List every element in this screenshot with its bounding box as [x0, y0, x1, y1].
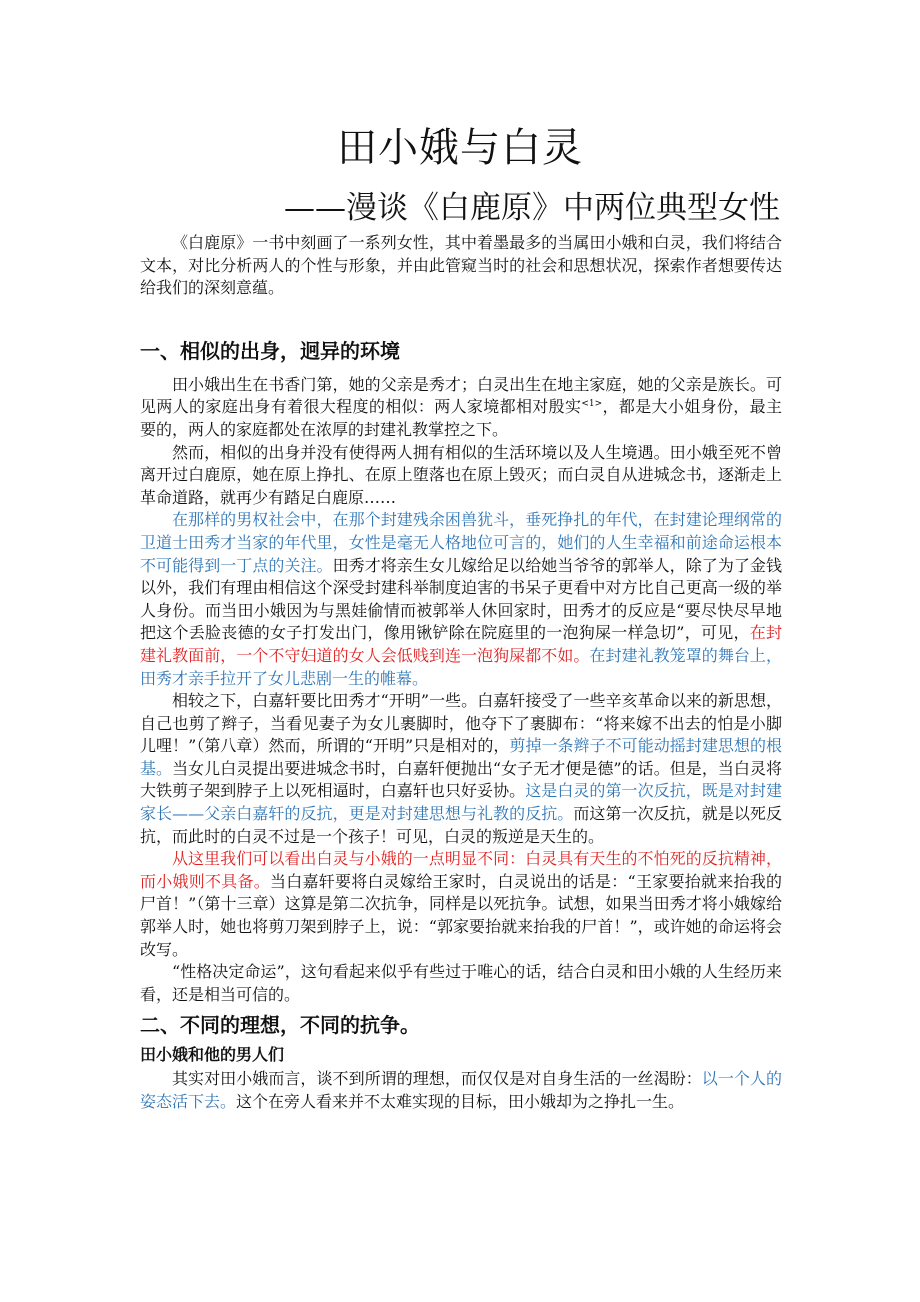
highlight-red: 从这里我们可以看出白灵与小娥的一点明显不同：白灵具有天生的不怕死的反抗精神，而小娥则不具备。 [140, 849, 782, 891]
text-run: 相较之下，白嘉轩要比田秀才“开明”一些。白嘉轩接受了一些辛亥革命以来的新思想，自己也剪了辫子，当看见妻子为女儿裹脚时，他夺下了裹脚布：“将来嫁不出去的怕是小脚儿哩！”（第八章）然而，所谓的“开明”只是相对的， [140, 691, 782, 756]
section-2-subheading: 田小娥和他的男人们 [140, 1045, 285, 1065]
section-1-paragraph-1 [140, 374, 782, 442]
section-1-paragraph-4 [140, 690, 782, 848]
highlight-blue: 剪掉一条辫子不可能动摇封建思想的根基。 [140, 736, 782, 778]
section-2-heading: 二、不同的理想，不同的抗争。 [140, 1013, 420, 1038]
section-1-paragraph-6: “性格决定命运”，这句看起来似乎有些过于唯心的话，结合白灵和田小娥的人生经历来看，还是相当可信的。 [140, 962, 782, 1004]
section-1-paragraph-2: 然而，相似的出身并没有使得两人拥有相似的生活环境以及人生境遇。田小娥至死不曾离开过白鹿原，她在原上挣扎、在原上堕落也在原上毁灭；而白灵自从进城念书，逐渐走上革命道路，就再少有踏足白鹿原…… [140, 442, 782, 507]
text-run: ，都是大小姐身份，最主要的，两人的家庭都处在浓厚的封建礼教掌控之下。 [140, 397, 782, 439]
highlight-blue: 以一个人的姿态活下去。 [140, 1069, 782, 1111]
text-run: 当女儿白灵提出要进城念书时，白嘉轩便抛出“女子无才便是德”的话。但是，当白灵将大铁剪子架到脖子上以死相逼时，白嘉轩也只好妥协。 [140, 758, 782, 801]
text-run: 其实对田小娥而言，谈不到所谓的理想，而仅仅是对自身生活的一丝渴盼： [172, 1069, 702, 1089]
highlight-blue: 在封建礼教笼罩的舞台上，田秀才亲手拉开了女儿悲剧一生的帷幕。 [140, 645, 782, 688]
text-run: 田秀才将亲生女儿嫁给足以给她当爷爷的郭举人，除了为了金钱以外，我们有理由相信这个深受封建科举制度迫害的书呆子更看中对方比自己更高一级的举人身份。而当田小娥因为与黑娃偷情而被郭举人休回家时，田秀才的反应是“要尽快尽早地把这个丢脸丧德的女子打发出门，像用锹铲除在院庭里的一泡狗屎一样急切”，可见， [140, 555, 782, 643]
section-2-paragraph-1 [140, 1068, 782, 1113]
text-run: 这个在旁人看来并不太难实现的目标，田小娥却为之挣扎一生。 [236, 1092, 685, 1111]
highlight-red: 在封建礼教面前，一个不守妇道的女人会低贱到连一泡狗屎都不如。 [140, 623, 782, 665]
text-run: 而这第一次反抗，就是以死反抗，而此时的白灵不过是一个孩子！可见，白灵的叛逆是天生的。 [140, 804, 782, 846]
document-subtitle: ——漫谈《白鹿原》中两位典型女性 [284, 190, 780, 226]
text-run: 当白嘉轩要将白灵嫁给王家时，白灵说出的话是：“王家要抬就来抬我的尸首！”（第十三章）这算是第二次抗争，同样是以死抗争。试想，如果当田秀才将小娥嫁给郭举人时，她也将剪刀架到脖子上，说：“郭家要抬就来抬我的尸首！”，或许她的命运将会改写。 [140, 871, 782, 959]
intro-paragraph: 《白鹿原》一书中刻画了一系列女性，其中着墨最多的当属田小娥和白灵，我们将结合文本，对比分析两人的个性与形象，并由此管窥当时的社会和思想状况，探索作者想要传达给我们的深刻意蕴。 [140, 233, 782, 298]
highlight-blue: 这是白灵的第一次反抗，既是对封建家长——父亲白嘉轩的反抗，更是对封建思想与礼教的反抗。 [140, 781, 782, 824]
document-body [140, 232, 782, 1114]
section-1-heading: 一、相似的出身，迥异的环境 [140, 338, 400, 363]
section-1-paragraph-5 [140, 848, 782, 961]
document-title: 田小娥与白灵 [337, 125, 583, 171]
section-1-paragraph-3 [140, 509, 782, 690]
text-run: 田小娥出生在书香门第，她的父亲是秀才；白灵出生在地主家庭，她的父亲是族长。可见两人的家庭出身有着很大程度的相似：两人家境都相对殷实 [140, 374, 782, 417]
highlight-blue: 在那样的男权社会中，在那个封建残余困兽犹斗，垂死挣扎的年代，在封建论理纲常的卫道士田秀才当家的年代里，女性是毫无人格地位可言的，她们的人生幸福和前途命运根本不可能得到一丁点的关注。 [140, 510, 782, 575]
reference-mark: <1> [581, 399, 603, 410]
